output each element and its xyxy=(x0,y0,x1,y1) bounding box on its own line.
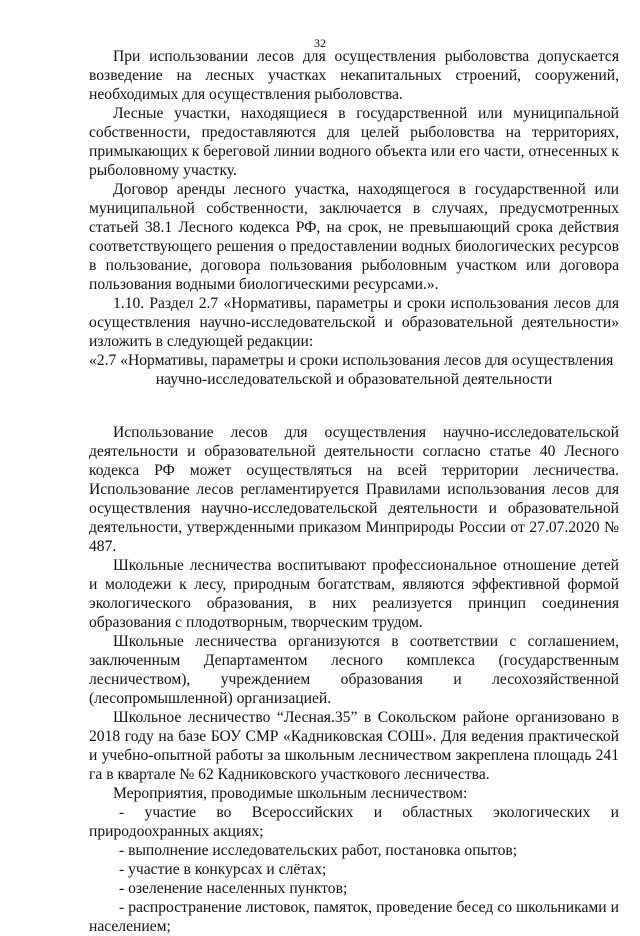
paragraph: Школьные лесничества воспитывают профессиональное отношение детей и молодежи к лесу, природным богатствам, являются эффективной формой экологического образования, в них реализуется принцип соединения образования с плодотворным, творческим трудом. xyxy=(89,557,619,631)
paragraph: Договор аренды лесного участка, находящегося в государственной или муниципальной собственности, заключается в случаях, предусмотренных статьей 38.1 Лесного кодекса РФ, на срок, не превышающий срока действия соответствующего решения о предоставлении водных биологических ресурсов в пользование, договора пользования рыболовным участком или договора пользования водными биологическими ресурсами.». xyxy=(89,181,619,293)
paragraph: Лесные участки, находящиеся в государственной или муниципальной собственности, предоставляются для целей рыболовства на территориях, примыкающих к береговой линии водного объекта или его части, отнесенных к рыболовному участку. xyxy=(89,105,619,179)
list-item: - участие в конкурсах и слётах; xyxy=(119,861,327,878)
list-item: - выполнение исследовательских работ, постановка опытов; xyxy=(119,842,518,859)
list-item: - распространение листовок, памяток, проведение бесед со школьниками и населением; xyxy=(89,899,619,935)
section-amendment-paragraph: 1.10. Раздел 2.7 «Нормативы, параметры и сроки использования лесов для осуществления научно-исследовательской и образовательной деятельности» изложить в следующей редакции: xyxy=(89,295,619,350)
section-heading-line-2: научно-исследовательской и образовательной деятельности xyxy=(155,371,553,388)
paragraph: При использовании лесов для осуществления рыболовства допускается возведение на лесных участках некапитальных строений, сооружений, необходимых для осуществления рыболовства. xyxy=(89,48,619,103)
document-body xyxy=(89,47,619,936)
paragraph: Школьные лесничества организуются в соответствии с соглашением, заключенным Департаментом лесного комплекса (государственным лесничеством), учреждением образования и лесохозяйственной (лесопромышленной) организацией. xyxy=(89,633,619,707)
page-number: 32 xyxy=(314,36,326,50)
list-item: - озеленение населенных пунктов; xyxy=(119,880,348,897)
list-item: - участие во Всероссийских и областных экологических и природоохранных акциях; xyxy=(89,804,619,840)
paragraph: Школьное лесничество “Лесная.35” в Сокольском районе организовано в 2018 году на базе БОУ СМР «Кадниковская СОШ». Для ведения практической и учебно-опытной работы за школьным лесничеством закреплена площадь 241 га в квартале № 62 Кадниковского участкового лесничества. xyxy=(89,709,619,783)
paragraph: Использование лесов для осуществления научно-исследовательской деятельности и образовательной деятельности согласно статье 40 Лесного кодекса РФ может осуществляться на всей территории лесничества. Использование лесов регламентируется Правилами использования лесов для осуществления научно-исследовательской деятельности и образовательной деятельности, утвержденными приказом Минприроды России от 27.07.2020 № 487. xyxy=(89,424,619,555)
section-heading-line-1: «2.7 «Нормативы, параметры и сроки использования лесов для осуществления xyxy=(89,352,614,369)
list-intro: Мероприятия, проводимые школьным лесничеством: xyxy=(113,785,468,802)
